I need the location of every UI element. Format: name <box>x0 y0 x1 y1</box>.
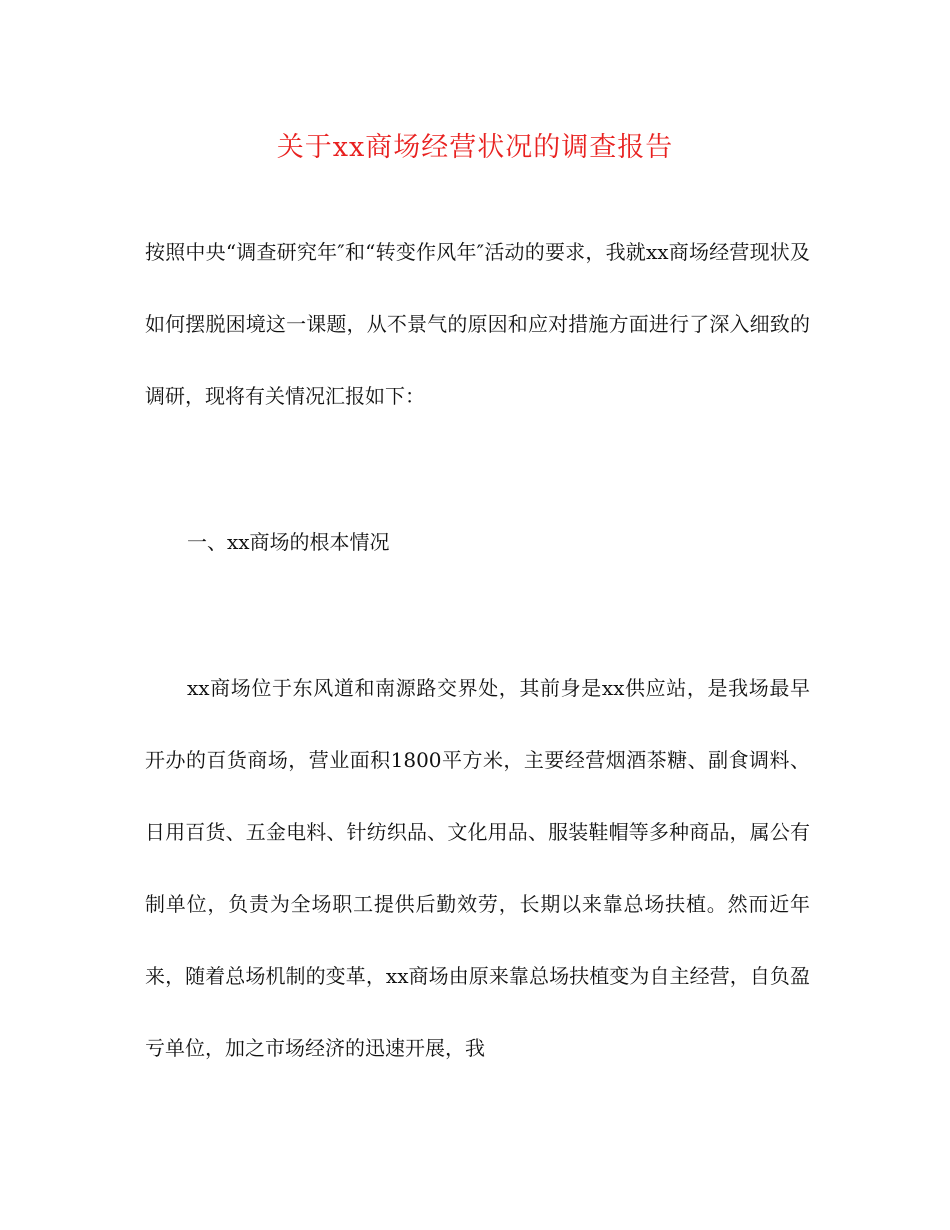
section-body-paragraph: xx商场位于东风道和南源路交界处，其前身是xx供应站，是我场最早开办的百货商场，营业面积1800平方米，主要经营烟酒茶糖、副食调料、日用百货、五金电料、针纺织品、文化用品、服装鞋帽等多种商品，属公有制单位，负责为全场职工提供后勤效劳，长期以来靠总场扶植。然而近年来，随着总场机制的变革，xx商场由原来靠总场扶植变为自主经营，自负盈亏单位，加之市场经济的迅速开展，我 <box>145 676 810 1060</box>
section-heading: 一、xx商场的根本情况 <box>187 530 390 554</box>
intro-paragraph: 按照中央“调查研究年″和“转变作风年″活动的要求，我就xx商场经营现状及如何摆脱困境这一课题，从不景气的原因和应对措施方面进行了深入细致的调研，现将有关情况汇报如下： <box>145 240 810 408</box>
document-title: 关于xx商场经营状况的调查报告 <box>276 132 674 163</box>
